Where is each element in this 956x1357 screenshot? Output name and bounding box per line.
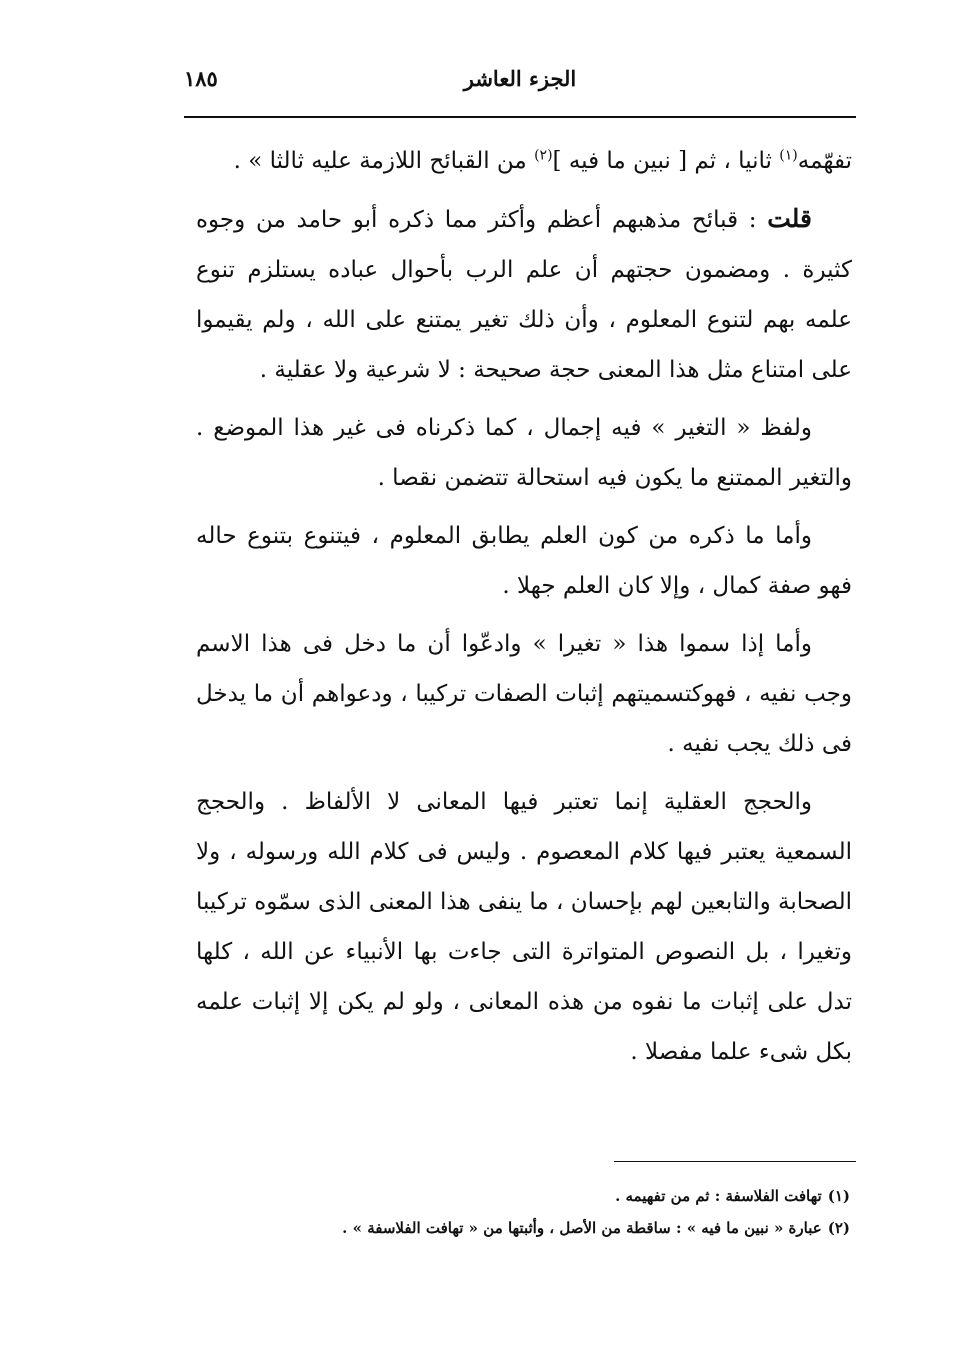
text-run: ولفظ « التغير » فيه إجمال ، كما ذكرناه فى غير هذا الموضع . والتغير الممتنع ما يكون فيه استحالة تتضمن نقصا .: [196, 415, 852, 491]
footnote: [220, 1212, 850, 1244]
footnote-marker: (٢): [534, 147, 553, 164]
paragraph: [196, 136, 852, 186]
text-run: ثانيا ، ثم [ نبين ما فيه ]: [552, 148, 780, 174]
paragraph: [196, 777, 852, 1077]
footnote-text: عبارة « نبين ما فيه » : ساقطة من الأصل ، وأثبتها من « تهافت الفلاسفة » .: [342, 1219, 822, 1237]
text-run: والحجج العقلية إنما تعتبر فيها المعانى لا الألفاظ . والحجج السمعية يعتبر فيها كلام المعصوم . وليس فى كلام الله ورسوله ، ولا الصحابة والتابعين لهم بإحسان ، ما ينفى هذا المعنى الذى سمّوه تركيبا وتغيرا ، بل النصوص المتواترة التى جاءت بها الأنبياء عن الله ، كلها تدل على إثبات ما نفوه من هذه المعانى ، ولو لم يكن إلا إثبات علمه بكل شىء علما مفصلا .: [195, 789, 852, 1065]
footnote: [220, 1180, 850, 1212]
footnote-text: تهافت الفلاسفة : ثم من تفهيمه .: [615, 1187, 822, 1205]
lead-word: قلت: [767, 204, 812, 233]
header-rule: [184, 116, 856, 118]
text-run: من القبائح اللازمة عليه ثالثا » .: [233, 148, 535, 174]
main-text: [196, 136, 852, 1085]
paragraph: [196, 511, 852, 611]
footnote-number: (١): [827, 1187, 850, 1205]
footnote-marker: (١): [779, 147, 798, 164]
text-run: وأما ما ذكره من كون العلم يطابق المعلوم ، فيتنوع بتنوع حاله فهو صفة كمال ، وإلا كان العلم جهلا .: [196, 523, 852, 599]
paragraph: [196, 194, 852, 395]
page-number: ١٨٥: [184, 66, 218, 91]
text-run: : قبائح مذهبهم أعظم وأكثر مما ذكره أبو حامد من وجوه كثيرة . ومضمون حجتهم أن علم الرب بأحوال عباده يستلزم تنوع علمه بهم لتنوع المعلوم ، وأن ذلك تغير يمتنع على الله ، ولم يقيموا على امتناع مثل هذا المعنى حجة صحيحة : لا شرعية ولا عقلية .: [196, 207, 852, 383]
text-run: تفهّمه: [797, 148, 852, 174]
paragraph: [196, 619, 852, 769]
header-title: الجزء العاشر: [463, 66, 577, 91]
text-run: وأما إذا سموا هذا « تغيرا » وادعّوا أن ما دخل فى هذا الاسم وجب نفيه ، فهوكتسميتهم إثبات الصفات تركيبا ، ودعواهم أن ما يدخل فى ذلك يجب نفيه .: [196, 631, 852, 757]
footnotes: [220, 1180, 850, 1244]
paragraph: [196, 403, 852, 503]
footnote-rule: [614, 1161, 856, 1162]
running-header: [184, 58, 856, 114]
footnote-number: (٢): [827, 1219, 850, 1237]
